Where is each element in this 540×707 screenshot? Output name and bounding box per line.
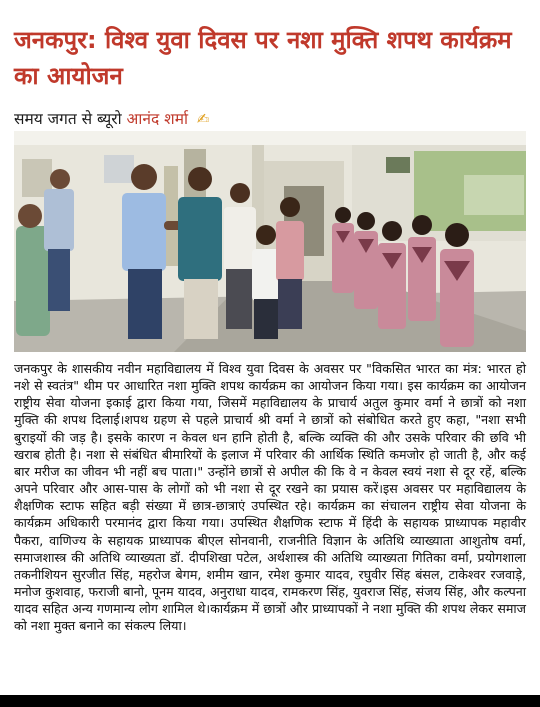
top-margin xyxy=(0,0,540,22)
group-oath-photo-illustration xyxy=(14,131,526,352)
bottom-bar xyxy=(0,695,540,707)
headline: जनकपुर: विश्व युवा दिवस पर नशा मुक्ति शपथ कार्यक्रम का आयोजन xyxy=(14,26,512,90)
writing-hand-icon: ✍ xyxy=(196,110,210,128)
byline-author: आनंद शर्मा xyxy=(126,110,188,128)
news-photo xyxy=(14,131,526,352)
byline-org: समय जगत से ब्यूरो xyxy=(14,110,122,128)
byline xyxy=(14,108,210,130)
article-paragraph: जनकपुर के शासकीय नवीन महाविद्यालय में विश्व युवा दिवस के अवसर पर "विकसित भारत का मंत्र: भारत हो नशे से स्वतंत्र" थीम पर आधारित नशा मुक्ति शपथ कार्यक्रम का आयोजन किया गया। इस कार्यक्रम का आयोजन राष्ट्रीय सेवा योजना इकाई द्वारा किया गया, जिसमें महाविद्यालय के प्राचार्य अतुल कुमार वर्मा ने छात्रों को नशा मुक्ति की शपथ दिलाई।शपथ ग्रहण से पहले प्राचार्य श्री वर्मा ने छात्रों को संबोधित करते हुए कहा, "नशा सभी बुराइयों की जड़ है। इसके कारण न केवल धन हानि होती है, बल्कि व्यक्ति की और उसके परिवार की छवि भी खराब होती है। नशा से संबंधित बीमारियों के इलाज में परिवार की आर्थिक स्थिति कमजोर हो जाती है, और कई बार मरीज का जीवन भी नहीं बच पाता।" उन्होंने छात्रों से अपील की कि वे न केवल स्वयं नशा से दूर रहें, बल्कि अपने परिवार और आस-पास के लोगों को भी नशा से दूर रखने का प्रयास करें।इस अवसर पर महाविद्यालय के शैक्षणिक स्टाफ सहित बड़ी संख्या में छात्र-छात्राएं उपस्थित रहे। कार्यक्रम का संचालन राष्ट्रीय सेवा योजना के कार्यक्रम अधिकारी परमानंद द्वारा किया गया। उपस्थित शैक्षणिक स्टाफ में हिंदी के सहायक प्राध्यापक महावीर पैकरा, वाणिज्य के सहायक प्राध्यापक बीएल सोनवानी, राजनीति विज्ञान के अतिथि व्याख्याता आशुतोष वर्मा, समाजशास्त्र की अतिथि व्याख्यता डॉ. दीपशिखा पटेल, अर्थशास्त्र की अतिथि व्याख्यता गितिका वर्मा, प्रयोगशाला तकनीशियन सुरजीत सिंह, महरोज बेगम, शमीम खान, रमेश कुमार यादव, रघुवीर सिंह बंसल, टाकेश्वर रजवाड़े, मनोज कुशवाह, फराजी बानो, पूनम यादव, अनुराधा यादव, रामकरण सिंह, युवराज सिंह, संजय सिंह, और कल्पना यादव सहित अन्य गणमान्य लोग शामिल थे।कार्यक्रम में छात्रों और प्राध्यापकों ने नशा मुक्ति की शपथ लेकर समाज को नशा मुक्त बनाने का संकल्प लिया। xyxy=(14,361,526,634)
article-body xyxy=(14,360,526,635)
